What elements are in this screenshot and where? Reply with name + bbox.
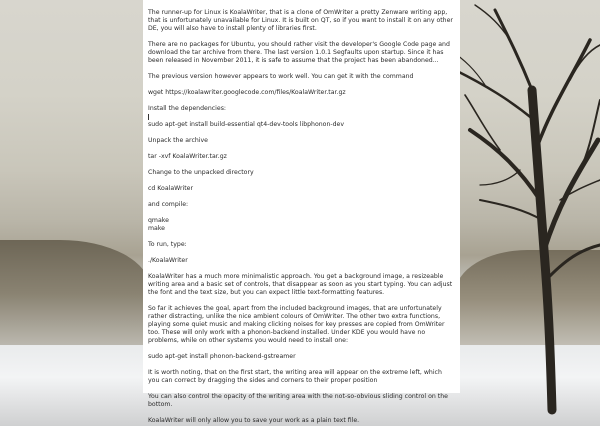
- paragraph: So far it achieves the goal, apart from the included background images, that are unfortunately rather distracting, unlike the nice ambient colours of OmWriter. The other two extra functions, playing some quiet music and making clicking noises for key presses are copied from OmWriter too. These will only work with a phonon-backend installed. Under KDE you would have no problems, while on other systems you would need to install one:: [148, 305, 445, 344]
- command-line: qmake make: [148, 217, 169, 232]
- paragraph: KoalaWriter has a much more minimalistic approach. You get a background image, a resizeable writing area and a basic set of controls, that disappear as soon as you start typing. You can adjust the font and the text size, but you can expect little text-formatting features.: [148, 273, 453, 296]
- writing-area[interactable]: [143, 0, 460, 424]
- command-line: tar -xvf KoalaWriter.tar.gz: [148, 153, 227, 160]
- paragraph: The runner-up for Linux is KoalaWriter, that is a clone of OmWriter a pretty Zenware writing app, that is unfortunately unavailable for Linux. It is built on QT, so if you want to install it on any other DE, you will also have to install plenty of libraries first.: [148, 9, 453, 32]
- paragraph: Unpack the archive: [148, 137, 208, 144]
- command-line: sudo apt-get install phonon-backend-gstreamer: [148, 353, 296, 360]
- paragraph: Change to the unpacked directory: [148, 169, 254, 176]
- command-line: wget https://koalawriter.googlecode.com/files/KoalaWriter.tar.gz: [148, 89, 346, 96]
- command-line: cd KoalaWriter: [148, 185, 194, 192]
- paragraph: and compile:: [148, 201, 189, 208]
- background-tree: [440, 0, 600, 426]
- background-hill-left: [0, 240, 150, 360]
- paragraph: You can also control the opacity of the writing area with the not-so-obvious sliding control on the bottom.: [148, 393, 448, 408]
- paragraph: KoalaWriter will only allow you to save your work as a plain text file.: [148, 417, 360, 424]
- text-cursor: [148, 114, 149, 120]
- paragraph: There are no packages for Ubuntu, you should rather visit the developer's Google Code page and download the tar archive from there. The last version 1.0.1 Segfaults upon startup. Since it has been released in November 2011, it is safe to assume that the project has been abandoned...: [148, 41, 450, 64]
- paragraph: It is worth noting, that on the first start, the writing area will appear on the extreme left, which you can correct by dragging the sides and corners to their proper position: [148, 369, 442, 384]
- command-line: ./KoalaWriter: [148, 257, 188, 264]
- paragraph: To run, type:: [148, 241, 187, 248]
- command-line: sudo apt-get install build-essential qt4-dev-tools libphonon-dev: [148, 121, 345, 128]
- paragraph: Install the dependencies:: [148, 105, 226, 112]
- paragraph: The previous version however appears to work well. You can get it with the command: [148, 73, 414, 80]
